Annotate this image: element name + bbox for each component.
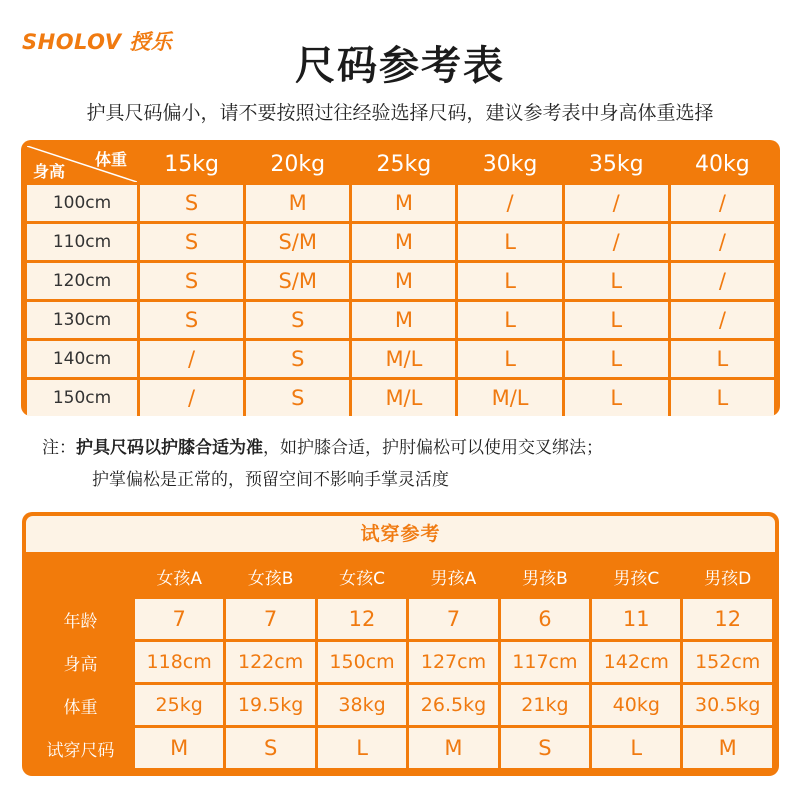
fit-row-label: 体重 <box>29 685 132 725</box>
size-chart-row <box>27 380 774 416</box>
fit-cell: S <box>501 728 589 768</box>
fit-reference-title: 试穿参考 <box>26 516 775 552</box>
weight-header: 15kg <box>164 151 219 177</box>
fit-cell: S <box>226 728 315 768</box>
size-cell: / <box>671 185 774 221</box>
weight-header: 25kg <box>376 151 432 177</box>
height-label: 100cm <box>27 185 137 221</box>
size-cell: S <box>140 263 243 299</box>
weight-header: 30kg <box>482 151 538 177</box>
height-label: 110cm <box>27 224 137 260</box>
size-cell: L <box>458 341 561 377</box>
fit-cell: 12 <box>318 599 406 639</box>
page-subtitle: 护具尺码偏小，请不要按照过往经验选择尺码，建议参考表中身高体重选择 <box>86 102 714 124</box>
person-header: 女孩C <box>339 568 385 589</box>
fit-cell: 118cm <box>135 642 223 682</box>
height-label: 150cm <box>27 380 137 416</box>
size-cell: / <box>458 185 561 221</box>
person-header: 男孩C <box>613 568 660 589</box>
note-line2: 护掌偏松是正常的，预留空间不影响手掌灵活度 <box>92 470 449 490</box>
fit-cell: 142cm <box>592 642 680 682</box>
size-chart-row <box>27 185 774 221</box>
size-cell: M <box>352 302 455 338</box>
fit-cell: 122cm <box>226 642 315 682</box>
fit-cell: 150cm <box>318 642 406 682</box>
fit-cell: 30.5kg <box>683 685 772 725</box>
size-cell: / <box>140 341 243 377</box>
size-cell: L <box>458 224 561 260</box>
size-cell: L <box>565 341 668 377</box>
size-cell: S/M <box>246 224 349 260</box>
fit-cell: 127cm <box>409 642 498 682</box>
fit-cell: L <box>592 728 680 768</box>
fit-cell: 25kg <box>135 685 223 725</box>
fit-reference <box>22 512 779 776</box>
fit-cell: 40kg <box>592 685 680 725</box>
fit-cell: 117cm <box>501 642 589 682</box>
height-label: 120cm <box>27 263 137 299</box>
fit-cell: M <box>683 728 772 768</box>
brand-logo: SHOLOV 授乐 <box>22 30 173 54</box>
fit-cell: 7 <box>226 599 315 639</box>
note-prefix: 注： <box>42 438 76 458</box>
person-header: 男孩B <box>522 568 568 589</box>
size-cell: L <box>458 302 561 338</box>
size-cell: / <box>565 185 668 221</box>
size-cell: / <box>671 224 774 260</box>
size-cell: / <box>565 224 668 260</box>
size-chart-row <box>27 224 774 260</box>
size-cell: S/M <box>246 263 349 299</box>
size-chart-corner <box>27 146 137 182</box>
size-cell: / <box>671 302 774 338</box>
corner-weight-label: 体重 <box>94 150 127 169</box>
fit-cell: 26.5kg <box>409 685 498 725</box>
height-label: 130cm <box>27 302 137 338</box>
fit-row <box>29 728 772 768</box>
height-label: 140cm <box>27 341 137 377</box>
fit-cell: 11 <box>592 599 680 639</box>
fit-cell: 6 <box>501 599 589 639</box>
fit-row-label: 年龄 <box>29 599 132 639</box>
size-cell: S <box>140 224 243 260</box>
fit-row <box>29 599 772 639</box>
fit-cell: 21kg <box>501 685 589 725</box>
size-cell: L <box>671 341 774 377</box>
weight-header: 40kg <box>695 151 750 177</box>
fit-cell: 38kg <box>318 685 406 725</box>
note <box>42 432 782 496</box>
fit-row-label: 试穿尺码 <box>29 728 132 768</box>
person-header: 男孩D <box>704 568 752 589</box>
fit-row <box>29 642 772 682</box>
size-chart-row <box>27 263 774 299</box>
size-cell: M <box>246 185 349 221</box>
fit-cell: 12 <box>683 599 772 639</box>
fit-cell: L <box>318 728 406 768</box>
size-cell: M/L <box>352 380 455 416</box>
fit-row-label: 身高 <box>29 642 132 682</box>
fit-cell: 7 <box>135 599 223 639</box>
size-cell: M/L <box>352 341 455 377</box>
size-chart-row <box>27 302 774 338</box>
corner-height-label: 身高 <box>33 162 66 181</box>
note-rest: ，如护膝合适，护肘偏松可以使用交叉绑法； <box>263 438 603 458</box>
size-cell: L <box>565 380 668 416</box>
page-title: 尺码参考表 <box>295 43 505 89</box>
fit-cell: M <box>409 728 498 768</box>
person-header: 女孩B <box>247 568 294 589</box>
size-cell: S <box>246 380 349 416</box>
size-cell: / <box>140 380 243 416</box>
fit-row <box>29 685 772 725</box>
weight-header: 20kg <box>270 151 326 177</box>
size-cell: S <box>246 302 349 338</box>
weight-header: 35kg <box>588 151 644 177</box>
size-cell: L <box>671 380 774 416</box>
size-cell: M/L <box>458 380 561 416</box>
size-cell: S <box>246 341 349 377</box>
size-cell: M <box>352 263 455 299</box>
fit-cell: 152cm <box>683 642 772 682</box>
size-chart-row <box>27 341 774 377</box>
fit-cell: 7 <box>409 599 498 639</box>
size-cell: S <box>140 185 243 221</box>
size-cell: M <box>352 224 455 260</box>
note-bold: 护具尺码以护膝合适为准 <box>76 438 263 458</box>
size-chart <box>21 140 780 416</box>
size-cell: / <box>671 263 774 299</box>
size-cell: L <box>458 263 561 299</box>
fit-cell: 19.5kg <box>226 685 315 725</box>
size-cell: L <box>565 302 668 338</box>
person-header: 男孩A <box>430 568 477 589</box>
fit-corner <box>29 556 132 596</box>
size-cell: L <box>565 263 668 299</box>
size-cell: M <box>352 185 455 221</box>
fit-cell: M <box>135 728 223 768</box>
person-header: 女孩A <box>156 568 202 589</box>
size-cell: S <box>140 302 243 338</box>
